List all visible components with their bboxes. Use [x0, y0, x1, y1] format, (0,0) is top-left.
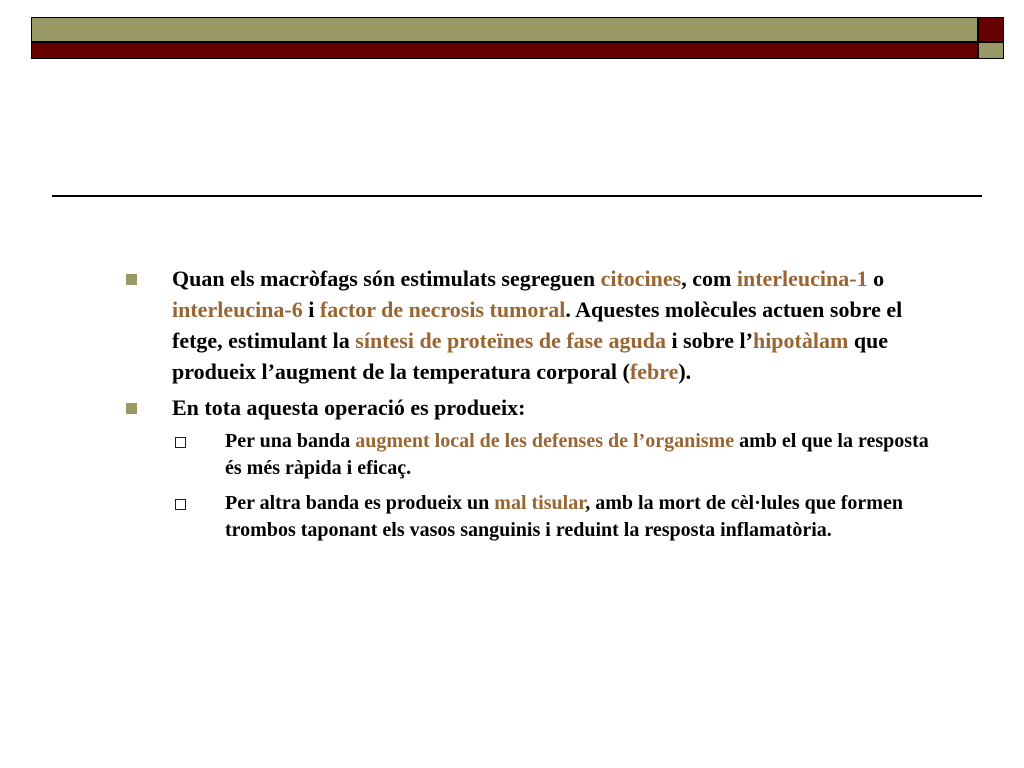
hollow-square-bullet-icon — [175, 499, 186, 510]
text-run: . Aquestes molècules actuen sobre el fetge, estimulant la — [172, 297, 903, 353]
header-square-red — [978, 17, 1004, 42]
header-bar-olive — [31, 17, 978, 42]
text-run: , com — [681, 266, 737, 291]
highlighted-term: citocines — [600, 266, 682, 291]
bullet-text — [172, 266, 902, 384]
sub-bullet-item — [120, 428, 930, 482]
highlighted-term: interleucina-1 — [736, 266, 868, 291]
text-run: i — [302, 297, 320, 322]
bullet-item — [120, 392, 930, 423]
header-bar-red — [31, 42, 978, 59]
highlighted-term: síntesi de proteïnes de fase aguda — [355, 328, 666, 353]
square-bullet-icon — [126, 403, 137, 414]
bullet-item — [120, 263, 930, 387]
highlighted-term: factor de necrosis tumoral — [319, 297, 566, 322]
bullet-text — [225, 430, 929, 479]
text-run: Quan els macròfags són estimulats segreguen — [172, 266, 601, 291]
text-run: i sobre l’ — [665, 328, 753, 353]
header-square-olive — [978, 42, 1004, 59]
highlighted-term: hipotàlam — [752, 328, 849, 353]
hollow-square-bullet-icon — [175, 437, 186, 448]
text-run: amb el que la resposta és més ràpida i eficaç. — [225, 430, 929, 479]
title-divider — [52, 195, 982, 197]
text-run: o — [867, 266, 885, 291]
text-run: ). — [678, 359, 692, 384]
bullet-text — [225, 492, 903, 541]
sub-bullet-item — [120, 490, 930, 544]
text-run: Per altra banda es produeix un — [225, 492, 495, 514]
highlighted-term: interleucina-6 — [172, 297, 303, 322]
text-run: En tota aquesta operació es produeix: — [172, 395, 526, 420]
highlighted-term: mal tisular — [494, 492, 586, 514]
highlighted-term: febre — [629, 359, 679, 384]
text-run: que produeix l’augment de la temperatura corporal ( — [172, 328, 889, 384]
highlighted-term: augment local de les defenses de l’organisme — [355, 430, 735, 452]
slide-body — [120, 263, 930, 552]
text-run: , amb la mort de cèl·lules que formen trombos taponant els vasos sanguinis i reduint la resposta inflamatòria. — [225, 492, 903, 541]
bullet-text — [172, 395, 525, 420]
square-bullet-icon — [126, 274, 137, 285]
text-run: Per una banda — [225, 430, 356, 452]
